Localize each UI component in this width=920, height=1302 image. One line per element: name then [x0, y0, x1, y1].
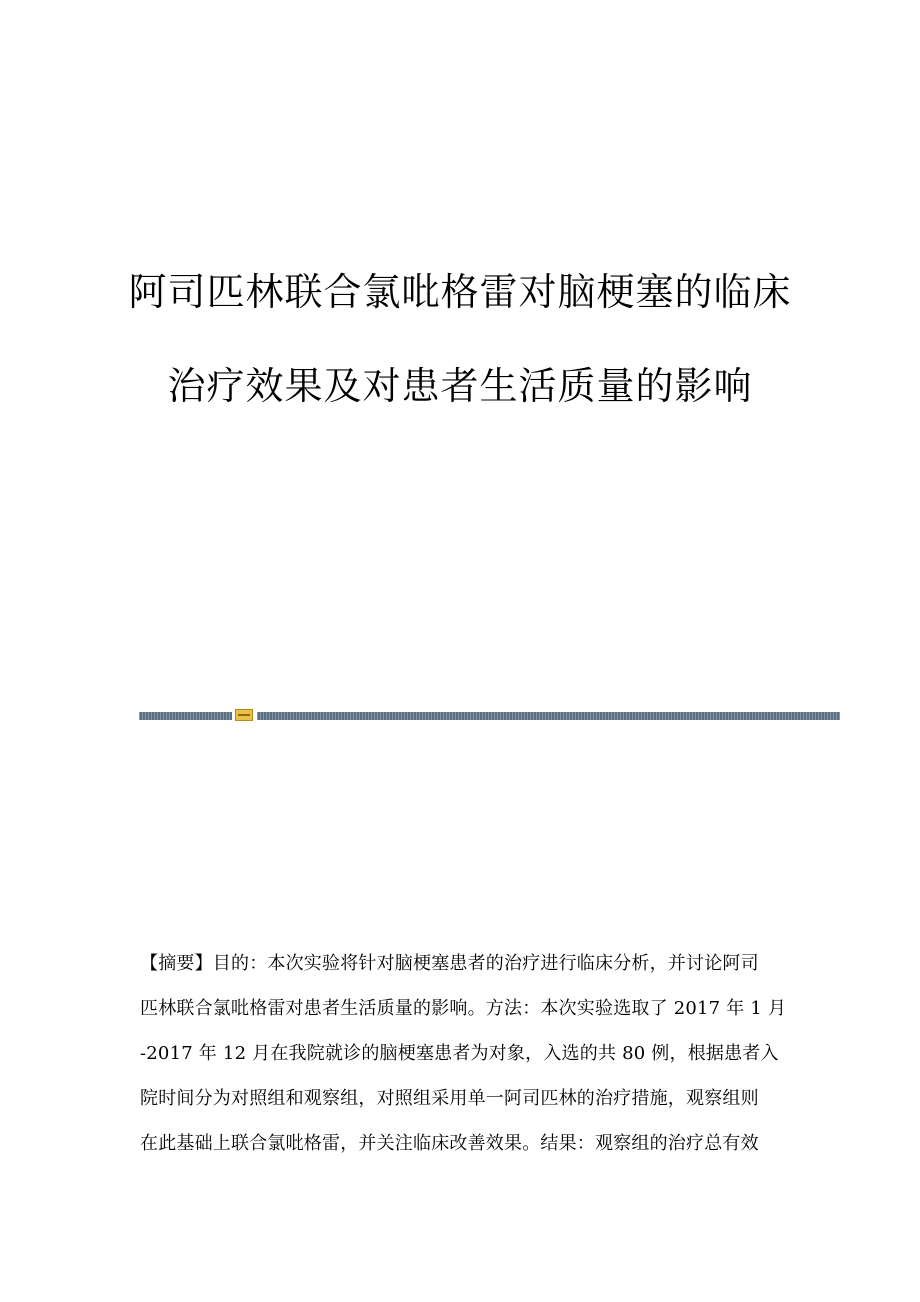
abstract-line: -2017 年 12 月在我院就诊的脑梗塞患者为对象，入选的共 80 例，根据患者入 [140, 1043, 779, 1064]
divider-right [257, 712, 840, 720]
divider-ornament-icon [235, 709, 253, 721]
abstract-line: 【摘要】目的：本次实验将针对脑梗塞患者的治疗进行临床分析，并讨论阿司 [140, 953, 759, 974]
abstract-block [140, 941, 787, 1166]
abstract-line: 在此基础上联合氯吡格雷，并关注临床改善效果。结果：观察组的治疗总有效 [140, 1133, 759, 1154]
abstract-line: 院时间分为对照组和观察组，对照组采用单一阿司匹林的治疗措施，观察组则 [140, 1088, 759, 1109]
divider-left [139, 712, 232, 720]
title-line-2: 治疗效果及对患者生活质量的影响 [167, 364, 753, 408]
abstract-line: 匹林联合氯吡格雷对患者生活质量的影响。方法：本次实验选取了 2017 年 1 月 [140, 998, 787, 1019]
title-line-1: 阿司匹林联合氯吡格雷对脑梗塞的临床 [128, 270, 792, 314]
